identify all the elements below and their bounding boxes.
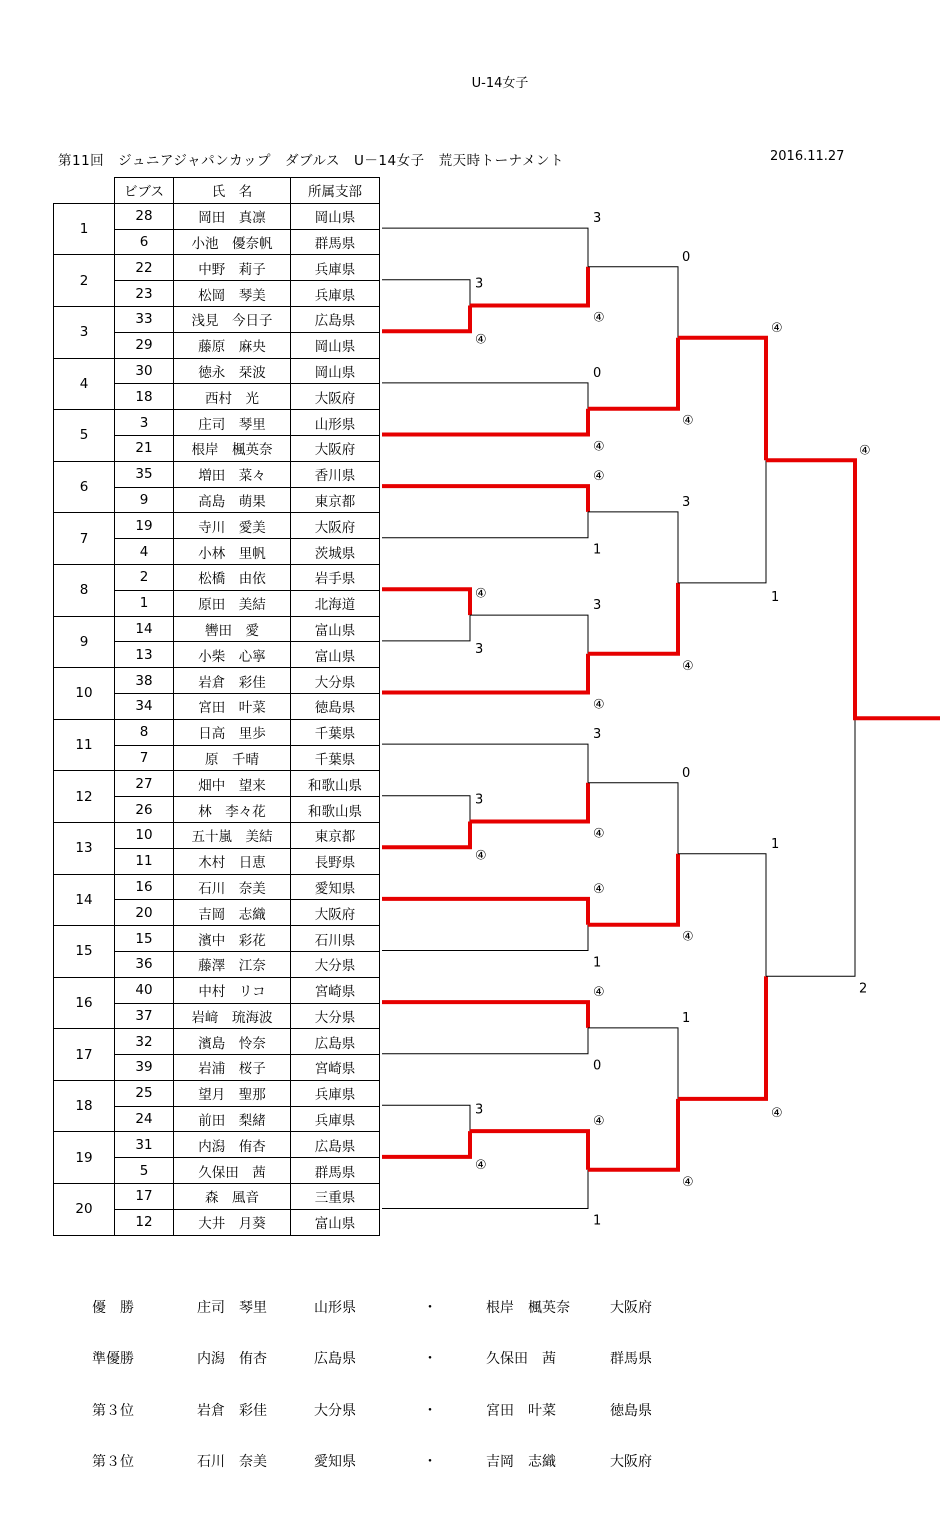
player-bib: 11 — [115, 848, 174, 874]
player-name: 宮田 叶菜 — [174, 693, 291, 719]
match-score: 0 — [682, 249, 691, 265]
match-score: 3 — [475, 792, 484, 808]
bracket-winner-line — [382, 1002, 588, 1028]
match-score: ④ — [771, 1105, 783, 1121]
player-name: 日高 里歩 — [174, 719, 291, 745]
pair-number: 2 — [54, 255, 115, 307]
bracket-line — [470, 615, 588, 654]
player-bib: 38 — [115, 668, 174, 694]
player-name: 吉岡 志織 — [174, 900, 291, 926]
result-player2-name: 久保田 茜 — [486, 1351, 556, 1368]
document-date: 2016.11.27 — [770, 149, 845, 164]
bracket-line — [382, 796, 470, 822]
match-score: 0 — [593, 365, 602, 381]
header-pref: 所属支部 — [291, 178, 380, 204]
result-player1-name: 内潟 侑杏 — [197, 1351, 267, 1368]
result-player2-pref: 大阪府 — [610, 1453, 652, 1470]
player-prefecture: 兵庫県 — [291, 1080, 380, 1106]
player-prefecture: 岡山県 — [291, 203, 380, 229]
player-bib: 2 — [115, 564, 174, 590]
player-prefecture: 富山県 — [291, 1209, 380, 1235]
player-prefecture: 大阪府 — [291, 384, 380, 410]
match-score: 2 — [859, 981, 868, 997]
result-player2-name: 吉岡 志織 — [486, 1453, 556, 1470]
player-name: 原田 美結 — [174, 590, 291, 616]
match-score: ④ — [593, 439, 605, 455]
match-score: 3 — [475, 641, 484, 657]
player-prefecture: 東京都 — [291, 487, 380, 513]
bracket-line — [588, 512, 678, 583]
player-prefecture: 宮崎県 — [291, 977, 380, 1003]
player-bib: 29 — [115, 332, 174, 358]
player-prefecture: 大阪府 — [291, 435, 380, 461]
match-score: ④ — [593, 469, 605, 485]
player-prefecture: 千葉県 — [291, 745, 380, 771]
result-player1-name: 石川 奈美 — [197, 1453, 267, 1470]
player-bib: 16 — [115, 874, 174, 900]
match-score: ④ — [593, 826, 605, 842]
pair-number: 6 — [54, 461, 115, 513]
pair-number: 17 — [54, 1029, 115, 1081]
player-name: 中野 莉子 — [174, 255, 291, 281]
player-name: 濱島 怜奈 — [174, 1029, 291, 1055]
result-separator: ・ — [423, 1453, 437, 1470]
player-bib: 7 — [115, 745, 174, 771]
match-score: ④ — [682, 929, 694, 945]
player-name: 内潟 侑杏 — [174, 1132, 291, 1158]
result-separator: ・ — [423, 1402, 437, 1419]
match-score: ④ — [593, 881, 605, 897]
pair-number: 16 — [54, 977, 115, 1029]
player-bib: 36 — [115, 951, 174, 977]
result-player1-pref: 広島県 — [314, 1351, 356, 1368]
bracket-line — [382, 280, 470, 306]
pair-number: 20 — [54, 1184, 115, 1236]
player-bib: 15 — [115, 926, 174, 952]
player-bib: 13 — [115, 642, 174, 668]
player-bib: 18 — [115, 384, 174, 410]
pair-number: 3 — [54, 306, 115, 358]
bracket-winner-line — [588, 1099, 678, 1170]
player-bib: 24 — [115, 1106, 174, 1132]
player-name: 林 李々花 — [174, 797, 291, 823]
player-prefecture: 兵庫県 — [291, 1106, 380, 1132]
player-bib: 37 — [115, 1003, 174, 1029]
pair-number: 18 — [54, 1080, 115, 1132]
bracket-line — [766, 718, 855, 976]
bracket-winner-line — [588, 338, 678, 409]
bracket-line — [382, 744, 588, 783]
match-score: ④ — [859, 443, 871, 459]
player-prefecture: 大阪府 — [291, 900, 380, 926]
bracket-line — [382, 1170, 588, 1209]
player-prefecture: 北海道 — [291, 590, 380, 616]
player-bib: 30 — [115, 358, 174, 384]
result-player1-pref: 大分県 — [314, 1402, 356, 1419]
player-prefecture: 大分県 — [291, 1003, 380, 1029]
result-player1-name: 岩倉 彩佳 — [197, 1402, 267, 1419]
player-name: 小池 優奈帆 — [174, 229, 291, 255]
match-score: 3 — [593, 727, 602, 743]
player-bib: 40 — [115, 977, 174, 1003]
player-bib: 20 — [115, 900, 174, 926]
player-name: 増田 菜々 — [174, 461, 291, 487]
result-player2-pref: 群馬県 — [610, 1351, 652, 1368]
player-bib: 12 — [115, 1209, 174, 1235]
bracket-line — [678, 460, 766, 583]
pair-number: 14 — [54, 874, 115, 926]
match-score: 0 — [682, 765, 691, 781]
document-title: 第11回 ジュニアジャパンカップ ダブルス U－14女子 荒天時トーナメント — [58, 153, 565, 169]
match-score: ④ — [475, 586, 487, 602]
match-score: 1 — [771, 589, 780, 605]
player-name: 松岡 琴美 — [174, 281, 291, 307]
match-score: ④ — [682, 658, 694, 674]
pair-number: 9 — [54, 616, 115, 668]
bracket-line — [382, 1028, 588, 1054]
player-name: 庄司 琴里 — [174, 410, 291, 436]
player-prefecture: 大阪府 — [291, 513, 380, 539]
player-bib: 33 — [115, 306, 174, 332]
match-score: 3 — [593, 211, 602, 227]
player-prefecture: 愛知県 — [291, 874, 380, 900]
player-prefecture: 宮崎県 — [291, 1055, 380, 1081]
player-bib: 5 — [115, 1158, 174, 1184]
bracket-winner-line — [382, 486, 588, 512]
result-rank: 優 勝 — [92, 1300, 134, 1316]
player-name: 岡田 真凛 — [174, 203, 291, 229]
player-name: 浅見 今日子 — [174, 306, 291, 332]
player-name: 五十嵐 美結 — [174, 822, 291, 848]
match-score: 1 — [771, 836, 780, 852]
player-bib: 14 — [115, 616, 174, 642]
header-name: 氏 名 — [174, 178, 291, 204]
player-name: 西村 光 — [174, 384, 291, 410]
player-name: 寺川 愛美 — [174, 513, 291, 539]
player-prefecture: 広島県 — [291, 1029, 380, 1055]
player-prefecture: 兵庫県 — [291, 281, 380, 307]
bracket-line — [588, 267, 678, 338]
bracket-winner-line — [470, 1131, 588, 1170]
bracket-winner-line — [382, 899, 588, 925]
player-prefecture: 和歌山県 — [291, 771, 380, 797]
match-score: ④ — [682, 1174, 694, 1190]
player-name: 徳永 栞波 — [174, 358, 291, 384]
match-score: ④ — [593, 310, 605, 326]
bracket-line — [382, 925, 588, 951]
player-prefecture: 東京都 — [291, 822, 380, 848]
category-label: U-14女子 — [471, 76, 529, 91]
player-bib: 23 — [115, 281, 174, 307]
result-separator: ・ — [423, 1351, 437, 1368]
player-name: 畑中 望来 — [174, 771, 291, 797]
pair-number: 5 — [54, 410, 115, 462]
match-score: 0 — [593, 1058, 602, 1074]
match-score: 3 — [475, 1102, 484, 1118]
player-prefecture: 香川県 — [291, 461, 380, 487]
header-bib: ビブス — [115, 178, 174, 204]
player-bib: 17 — [115, 1184, 174, 1210]
bracket-line — [588, 1028, 678, 1099]
player-name: 濱中 彩花 — [174, 926, 291, 952]
bracket-winner-line — [678, 976, 766, 1099]
player-name: 久保田 茜 — [174, 1158, 291, 1184]
player-prefecture: 岩手県 — [291, 564, 380, 590]
player-bib: 39 — [115, 1055, 174, 1081]
player-prefecture: 富山県 — [291, 616, 380, 642]
player-name: 小林 里帆 — [174, 539, 291, 565]
result-rank: 準優勝 — [92, 1351, 134, 1368]
match-score: ④ — [593, 985, 605, 1001]
player-prefecture: 和歌山県 — [291, 797, 380, 823]
bracket-winner-line — [382, 589, 470, 615]
player-name: 岩倉 彩佳 — [174, 668, 291, 694]
pair-number: 8 — [54, 564, 115, 616]
player-prefecture: 群馬県 — [291, 1158, 380, 1184]
player-bib: 3 — [115, 410, 174, 436]
player-prefecture: 富山県 — [291, 642, 380, 668]
match-score: ④ — [475, 1157, 487, 1173]
player-bib: 22 — [115, 255, 174, 281]
player-name: 高島 萌果 — [174, 487, 291, 513]
match-score: ④ — [682, 413, 694, 429]
player-prefecture: 兵庫県 — [291, 255, 380, 281]
match-score: 1 — [593, 955, 602, 971]
match-score: 1 — [593, 542, 602, 558]
pair-number: 15 — [54, 926, 115, 978]
player-prefecture: 千葉県 — [291, 719, 380, 745]
result-player2-name: 根岸 楓英奈 — [486, 1300, 570, 1316]
player-bib: 31 — [115, 1132, 174, 1158]
result-player2-name: 宮田 叶菜 — [486, 1402, 556, 1419]
match-score: ④ — [593, 697, 605, 713]
match-score: ④ — [771, 320, 783, 336]
player-prefecture: 石川県 — [291, 926, 380, 952]
player-name: 石川 奈美 — [174, 874, 291, 900]
player-name: 藤原 麻央 — [174, 332, 291, 358]
player-name: 大井 月葵 — [174, 1209, 291, 1235]
bracket-winner-line — [382, 306, 470, 332]
bracket-winner-line — [588, 583, 678, 654]
player-prefecture: 徳島県 — [291, 693, 380, 719]
player-bib: 35 — [115, 461, 174, 487]
match-score: ④ — [593, 1114, 605, 1130]
player-prefecture: 広島県 — [291, 306, 380, 332]
player-bib: 9 — [115, 487, 174, 513]
player-prefecture: 山形県 — [291, 410, 380, 436]
player-name: 岩﨑 琉海波 — [174, 1003, 291, 1029]
player-name: 原 千晴 — [174, 745, 291, 771]
player-name: 小柴 心寧 — [174, 642, 291, 668]
bracket-winner-line — [470, 267, 588, 306]
player-bib: 6 — [115, 229, 174, 255]
result-player1-pref: 山形県 — [314, 1300, 356, 1316]
player-prefecture: 茨城県 — [291, 539, 380, 565]
player-bib: 1 — [115, 590, 174, 616]
pair-number: 13 — [54, 822, 115, 874]
bracket-line — [382, 228, 588, 267]
pair-number: 1 — [54, 203, 115, 255]
player-name: 木村 日恵 — [174, 848, 291, 874]
player-bib: 4 — [115, 539, 174, 565]
pair-number: 19 — [54, 1132, 115, 1184]
player-bib: 8 — [115, 719, 174, 745]
player-bib: 10 — [115, 822, 174, 848]
player-bib: 34 — [115, 693, 174, 719]
match-score: 3 — [475, 276, 484, 292]
player-bib: 19 — [115, 513, 174, 539]
pair-number: 10 — [54, 668, 115, 720]
bracket-winner-line — [382, 822, 470, 848]
player-bib: 26 — [115, 797, 174, 823]
result-rank: 第３位 — [92, 1453, 134, 1470]
bracket-line — [382, 512, 588, 538]
player-bib: 27 — [115, 771, 174, 797]
result-rank: 第３位 — [92, 1402, 134, 1419]
match-score: ④ — [475, 848, 487, 864]
bracket-line — [588, 783, 678, 854]
bracket-winner-line — [382, 409, 588, 435]
player-prefecture: 広島県 — [291, 1132, 380, 1158]
match-score: 1 — [682, 1010, 691, 1026]
player-name: 根岸 楓英奈 — [174, 435, 291, 461]
player-prefecture: 群馬県 — [291, 229, 380, 255]
bracket-line — [382, 1105, 470, 1131]
player-name: 松橋 由依 — [174, 564, 291, 590]
player-prefecture: 大分県 — [291, 951, 380, 977]
bracket-winner-line — [678, 338, 766, 461]
bracket-line — [382, 383, 588, 409]
player-name: 望月 聖那 — [174, 1080, 291, 1106]
player-prefecture: 岡山県 — [291, 358, 380, 384]
player-name: 中村 リコ — [174, 977, 291, 1003]
match-score: 1 — [593, 1213, 602, 1229]
match-score: ④ — [475, 332, 487, 348]
pair-number: 12 — [54, 771, 115, 823]
player-prefecture: 大分県 — [291, 668, 380, 694]
player-bib: 21 — [115, 435, 174, 461]
bracket-winner-line — [766, 460, 940, 718]
result-separator: ・ — [423, 1300, 437, 1316]
result-player1-pref: 愛知県 — [314, 1453, 356, 1470]
player-bib: 28 — [115, 203, 174, 229]
pair-number: 7 — [54, 513, 115, 565]
pair-number: 4 — [54, 358, 115, 410]
player-prefecture: 三重県 — [291, 1184, 380, 1210]
pair-number: 11 — [54, 719, 115, 771]
match-score: 3 — [593, 598, 602, 614]
bracket-winner-line — [382, 654, 588, 693]
player-bib: 25 — [115, 1080, 174, 1106]
bracket-winner-line — [470, 783, 588, 822]
result-player1-name: 庄司 琴里 — [197, 1300, 267, 1316]
player-prefecture: 長野県 — [291, 848, 380, 874]
result-player2-pref: 大阪府 — [610, 1300, 652, 1316]
player-name: 岩浦 桜子 — [174, 1055, 291, 1081]
player-bib: 32 — [115, 1029, 174, 1055]
bracket-winner-line — [382, 1131, 470, 1157]
result-player2-pref: 徳島県 — [610, 1402, 652, 1419]
bracket-line — [382, 615, 470, 641]
bracket-line — [678, 854, 766, 977]
match-score: 3 — [682, 494, 691, 510]
player-name: 藤澤 江奈 — [174, 951, 291, 977]
player-name: 前田 梨緒 — [174, 1106, 291, 1132]
player-name: 森 風音 — [174, 1184, 291, 1210]
player-prefecture: 岡山県 — [291, 332, 380, 358]
player-name: 轡田 愛 — [174, 616, 291, 642]
